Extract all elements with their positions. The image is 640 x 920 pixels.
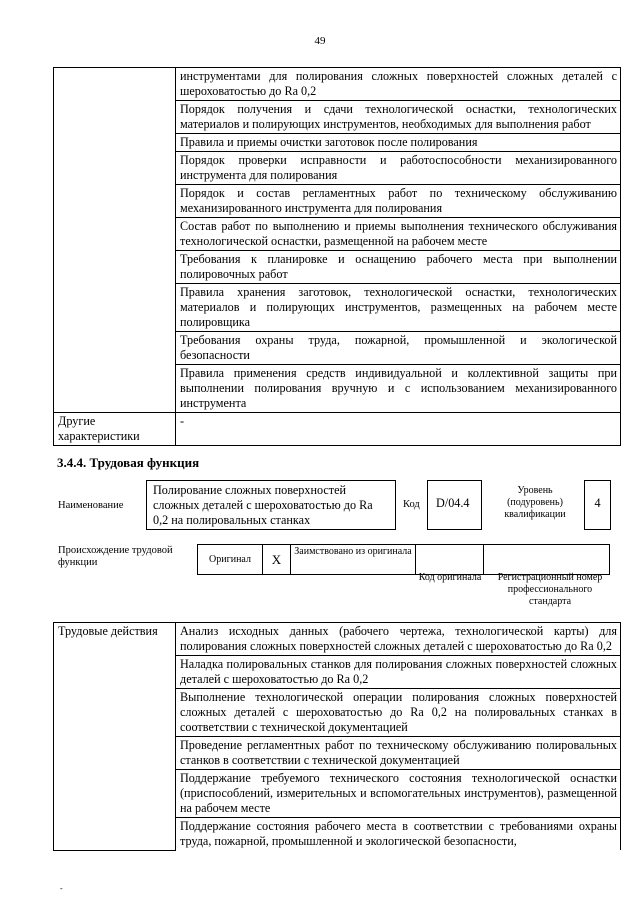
table-cell: Порядок и состав регламентных работ по техническому обслуживанию механизированного инструмента для полирования — [176, 185, 621, 218]
table-cell: Поддержание требуемого технического состояния технологической оснастки (приспособлений, измерительных и вспомогательных инструментов), размещенной на рабочем месте — [176, 770, 621, 818]
code-original-caption: Код оригинала — [418, 572, 482, 583]
table-cell: Наладка полировальных станков для полирования сложных поверхностей сложных деталей с шероховатостью до Ra 0,2 — [176, 656, 621, 689]
knowledge-table — [53, 67, 621, 446]
table-row — [198, 545, 610, 575]
labor-actions-label: Трудовые действия — [54, 623, 176, 851]
reg-number-cell — [484, 545, 610, 575]
function-name-box: Полирование сложных поверхностей сложных деталей с шероховатостью до Ra 0,2 на полировальных станках — [146, 480, 396, 530]
table-cell: Порядок получения и сдачи технологической оснастки, технологических материалов и полирующих инструментов, необходимых для выполнения работ — [176, 101, 621, 134]
section-heading: 3.4.4. Трудовая функция — [57, 455, 200, 470]
table-row — [54, 413, 621, 446]
other-characteristics-value: - — [176, 413, 621, 446]
table-cell: Требования охраны труда, пожарной, промышленной и экологической безопасности — [176, 332, 621, 365]
table-cell: Правила хранения заготовок, технологической оснастки, технологических материалов и полирующих инструментов, размещенных на рабочем месте полировщика — [176, 284, 621, 332]
table-cell: Требования к планировке и оснащению рабочего места при выполнении полировочных работ — [176, 251, 621, 284]
footer-mark: - — [60, 884, 63, 893]
code-label: Код — [403, 499, 420, 510]
borrowed-label: Заимствовано из оригинала — [291, 545, 416, 575]
original-label: Оригинал — [198, 545, 263, 575]
labor-actions-table — [53, 622, 621, 851]
code-original-cell — [416, 545, 484, 575]
page-number: 49 — [314, 35, 326, 47]
qualification-level-label: Уровень (подуровень) квалификации — [504, 485, 566, 520]
table-row — [54, 623, 621, 656]
table-cell: Анализ исходных данных (рабочего чертежа, технологической карты) для полирования сложных поверхностей сложных деталей с шероховатостью до Ra 0,2 — [176, 623, 621, 656]
table-cell: инструментами для полирования сложных поверхностей сложных деталей с шероховатостью до Ra 0,2 — [176, 68, 621, 101]
other-characteristics-label: Другие характеристики — [54, 413, 176, 446]
table-cell: Порядок проверки исправности и работоспособности механизированного инструмента для полирования — [176, 152, 621, 185]
qualification-level-box: 4 — [584, 480, 611, 530]
origin-table — [197, 544, 610, 575]
empty-label-cell — [54, 68, 176, 413]
table-cell: Правила применения средств индивидуальной и коллективной защиты при выполнении полирования вручную и с использованием механизированного инструмента — [176, 365, 621, 413]
function-code-box: D/04.4 — [427, 480, 482, 530]
table-cell: Проведение регламентных работ по техническому обслуживанию полировальных станков в соответствии с технической документацией — [176, 737, 621, 770]
table-cell: Выполнение технологической операции полирования сложных поверхностей сложных деталей с шероховатостью до Ra 0,2 на полировальных станках в соответствии с технической документацией — [176, 689, 621, 737]
table-cell: Состав работ по выполнению и приемы выполнения технического обслуживания технологической оснастки, размещенной на рабочем месте — [176, 218, 621, 251]
name-label: Наименование — [58, 500, 124, 511]
table-cell: Поддержание состояния рабочего места в соответствии с требованиями охраны труда, пожарной, промышленной и экологической безопасности, — [176, 818, 621, 851]
origin-label: Происхождение трудовой функции — [58, 545, 173, 568]
original-mark: X — [263, 545, 291, 575]
reg-number-caption: Регистрационный номер профессионального стандарта — [497, 572, 603, 607]
table-cell: Правила и приемы очистки заготовок после полирования — [176, 134, 621, 152]
table-row — [54, 68, 621, 101]
